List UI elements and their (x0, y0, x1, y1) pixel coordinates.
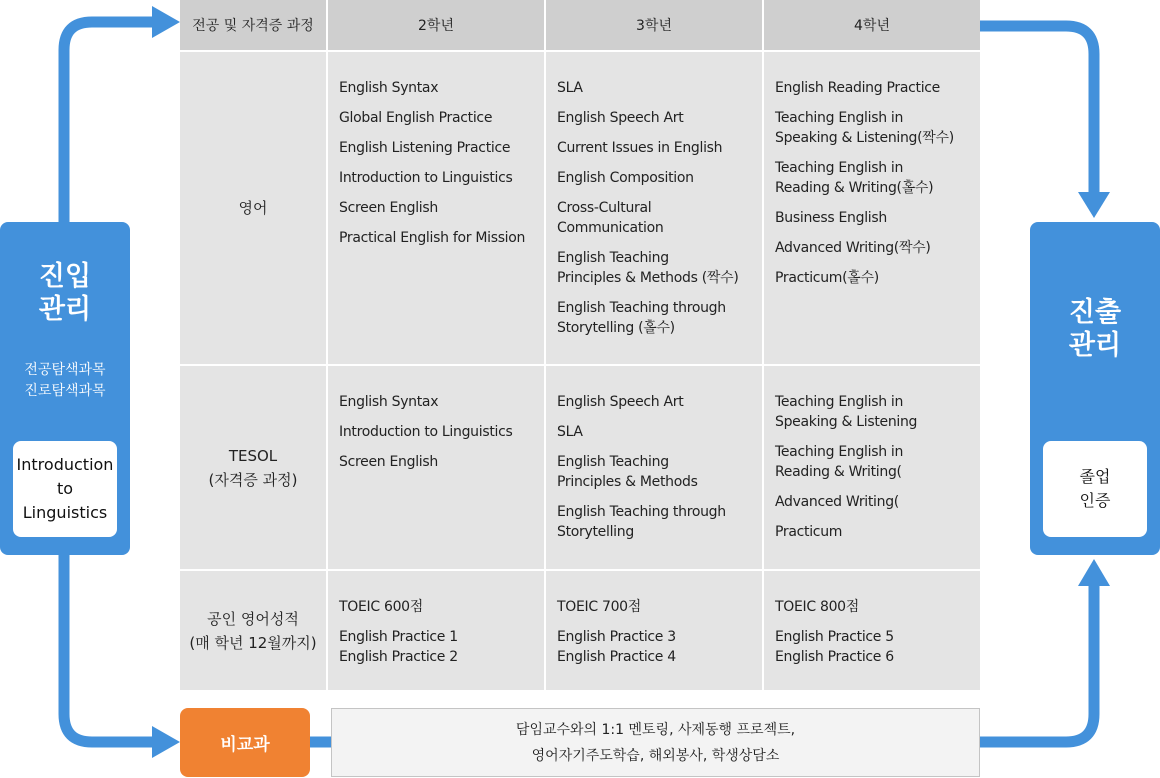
course-item: Teaching English in Speaking & Listening (775, 394, 918, 430)
course-item: English Syntax (339, 80, 439, 96)
course-item: Cross-Cultural Communication (557, 200, 664, 236)
connector-entry-to-table (64, 22, 158, 222)
course-item: English Practice 5 English Practice 6 (775, 629, 894, 665)
course-item: English Composition (557, 170, 694, 186)
course-item: TOEIC 800점 (775, 599, 860, 615)
curriculum-table (180, 0, 980, 690)
connector-entry-to-nonsubject (64, 555, 158, 742)
course-item: SLA (557, 80, 583, 96)
course-item: TOEIC 600점 (339, 599, 424, 615)
nonsubject-description (331, 708, 980, 777)
course-item: Current Issues in English (557, 140, 723, 156)
course-item: English Speech Art (557, 110, 684, 126)
course-cell (764, 571, 980, 690)
entry-subtitle: 전공탐색과목 진로탐색과목 (24, 362, 106, 399)
arrow-into-exit-bottom-icon (1078, 559, 1110, 586)
course-item: Teaching English in Reading & Writing(홀수) (775, 160, 934, 196)
course-item: Advanced Writing( (775, 494, 899, 510)
course-item: Practical English for Mission (339, 230, 526, 246)
connector-table-to-exit (980, 26, 1094, 196)
course-item: English Practice 3 English Practice 4 (557, 629, 676, 665)
row-label-tesol: TESOL (자격증 과정) (180, 366, 326, 569)
course-item: Introduction to Linguistics (339, 170, 513, 186)
course-item: SLA (557, 424, 583, 440)
course-item: Introduction to Linguistics (339, 424, 513, 440)
course-item: Screen English (339, 454, 438, 470)
row-label-english: 영어 (180, 52, 326, 364)
course-cell (328, 366, 544, 569)
description-line: 영어자기주도학습, 해외봉사, 학생상담소 (531, 747, 780, 764)
course-item: English Teaching through Storytelling (홀수) (557, 300, 726, 336)
connector-desc-to-exit (980, 582, 1094, 742)
course-item: Screen English (339, 200, 438, 216)
header-cell: 3학년 (546, 0, 762, 50)
course-item: English Teaching through Storytelling (557, 504, 726, 540)
course-item: English Teaching Principles & Methods (557, 454, 698, 490)
arrow-into-table-icon (152, 6, 180, 38)
course-item: English Syntax (339, 394, 439, 410)
exit-management-box (1030, 222, 1160, 555)
course-cell (764, 366, 980, 569)
course-cell (546, 52, 762, 364)
header-cell: 4학년 (764, 0, 980, 50)
course-item: English Speech Art (557, 394, 684, 410)
course-item: English Listening Practice (339, 140, 511, 156)
course-cell (546, 366, 762, 569)
nonsubject-box: 비교과 (180, 708, 310, 777)
entry-course-box: Introduction to Linguistics (13, 441, 117, 537)
course-item: English Teaching Principles & Methods (짝수) (557, 250, 739, 286)
course-item: English Reading Practice (775, 80, 940, 96)
course-item: Practicum (775, 524, 843, 540)
course-cell (764, 52, 980, 364)
course-item: Global English Practice (339, 110, 493, 126)
header-cell: 전공 및 자격증 과정 (180, 0, 326, 50)
course-cell (328, 52, 544, 364)
description-line: 담임교수와의 1:1 멘토링, 사제동행 프로젝트, (515, 721, 796, 738)
header-cell: 2학년 (328, 0, 544, 50)
course-cell (328, 571, 544, 690)
arrow-into-exit-top-icon (1078, 192, 1110, 218)
course-item: Advanced Writing(짝수) (775, 240, 931, 256)
course-item: Business English (775, 210, 887, 226)
course-item: Practicum(홀수) (775, 270, 879, 286)
exit-title: 진출 관리 (1068, 297, 1122, 361)
course-item: Teaching English in Speaking & Listening(짝수) (775, 110, 954, 146)
arrow-into-nonsubject-icon (152, 726, 180, 758)
entry-management-box (0, 222, 130, 555)
course-cell (546, 571, 762, 690)
graduation-cert-box: 졸업 인증 (1043, 441, 1147, 537)
course-item: Teaching English in Reading & Writing( (775, 444, 904, 480)
row-label-english-score: 공인 영어성적 (매 학년 12월까지) (180, 571, 326, 690)
course-item: English Practice 1 English Practice 2 (339, 629, 458, 665)
course-item: TOEIC 700점 (557, 599, 642, 615)
entry-title: 진입 관리 (38, 261, 92, 325)
